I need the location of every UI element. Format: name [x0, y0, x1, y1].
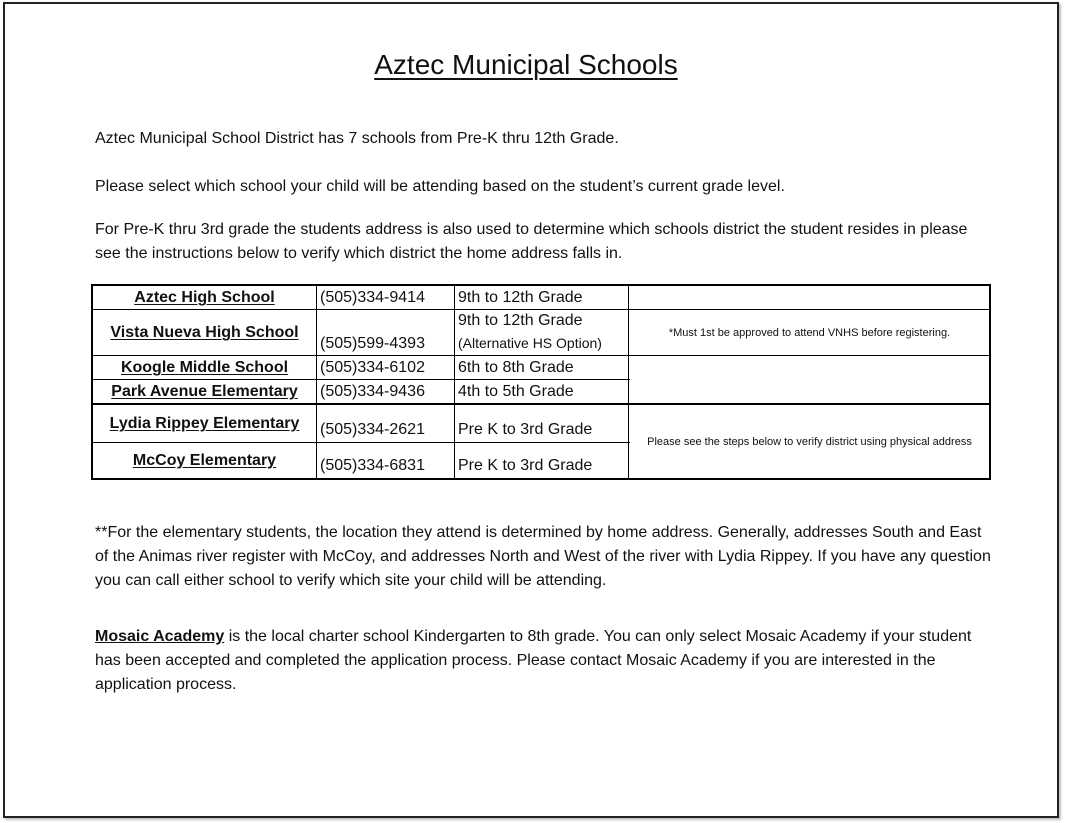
mosaic-academy-text: is the local charter school Kindergarten to 8th grade. You can only select Mosaic Academy if your student has been accepted and completed the application process. Please contact Mosaic Academy if you are interested in the application process.	[95, 628, 972, 693]
school-name: Aztec High School	[93, 286, 317, 309]
page-title: Aztec Municipal Schools	[374, 49, 678, 80]
blank-note-cell	[630, 357, 989, 405]
mosaic-academy-name: Mosaic Academy	[95, 628, 225, 645]
school-name: Lydia Rippey Elementary	[93, 405, 317, 442]
school-phone: (505)334-6831	[317, 443, 455, 478]
school-name: Park Avenue Elementary	[93, 380, 317, 403]
intro-address-note: For Pre-K thru 3rd grade the students address is also used to determine which schools district the student resides in please see the instructions below to verify which district the home address falls in.	[95, 221, 968, 262]
school-grades: 4th to 5th Grade	[455, 380, 629, 403]
school-phone: (505)334-2621	[317, 405, 455, 442]
schools-table	[91, 284, 991, 480]
school-name: Koogle Middle School	[93, 356, 317, 379]
grades-note: (Alternative HS Option)	[458, 335, 602, 351]
school-phone: (505)599-4393	[317, 310, 455, 355]
school-phone: (505)334-6102	[317, 356, 455, 379]
school-phone: (505)334-9414	[317, 286, 455, 309]
school-grades: 6th to 8th Grade	[455, 356, 629, 379]
table-row	[93, 286, 989, 310]
school-grades: Pre K to 3rd Grade	[455, 405, 629, 442]
elementary-address-paragraph: **For the elementary students, the location they attend is determined by home address. Generally, addresses South and East of the Animas river register with McCoy, and addresses North and West of the river with Lydia Rippey. If you have any question you can call either school to verify which site your child will be attending.	[95, 524, 991, 589]
school-name: McCoy Elementary	[93, 443, 317, 478]
grades-range: 9th to 12th Grade	[458, 312, 583, 329]
school-phone: (505)334-9436	[317, 380, 455, 403]
vnhs-approval-note: *Must 1st be approved to attend VNHS before registering.	[630, 310, 989, 356]
elementary-district-note: Please see the steps below to verify district using physical address	[630, 407, 989, 478]
school-grades	[455, 310, 629, 355]
mosaic-academy-paragraph	[95, 625, 995, 697]
school-grades: 9th to 12th Grade	[455, 286, 629, 309]
school-grades: Pre K to 3rd Grade	[455, 443, 629, 478]
school-name: Vista Nueva High School	[93, 310, 317, 355]
intro-select-school: Please select which school your child will be attending based on the student’s current grade level.	[95, 178, 785, 195]
intro-schools-count: Aztec Municipal School District has 7 schools from Pre-K thru 12th Grade.	[95, 130, 619, 147]
